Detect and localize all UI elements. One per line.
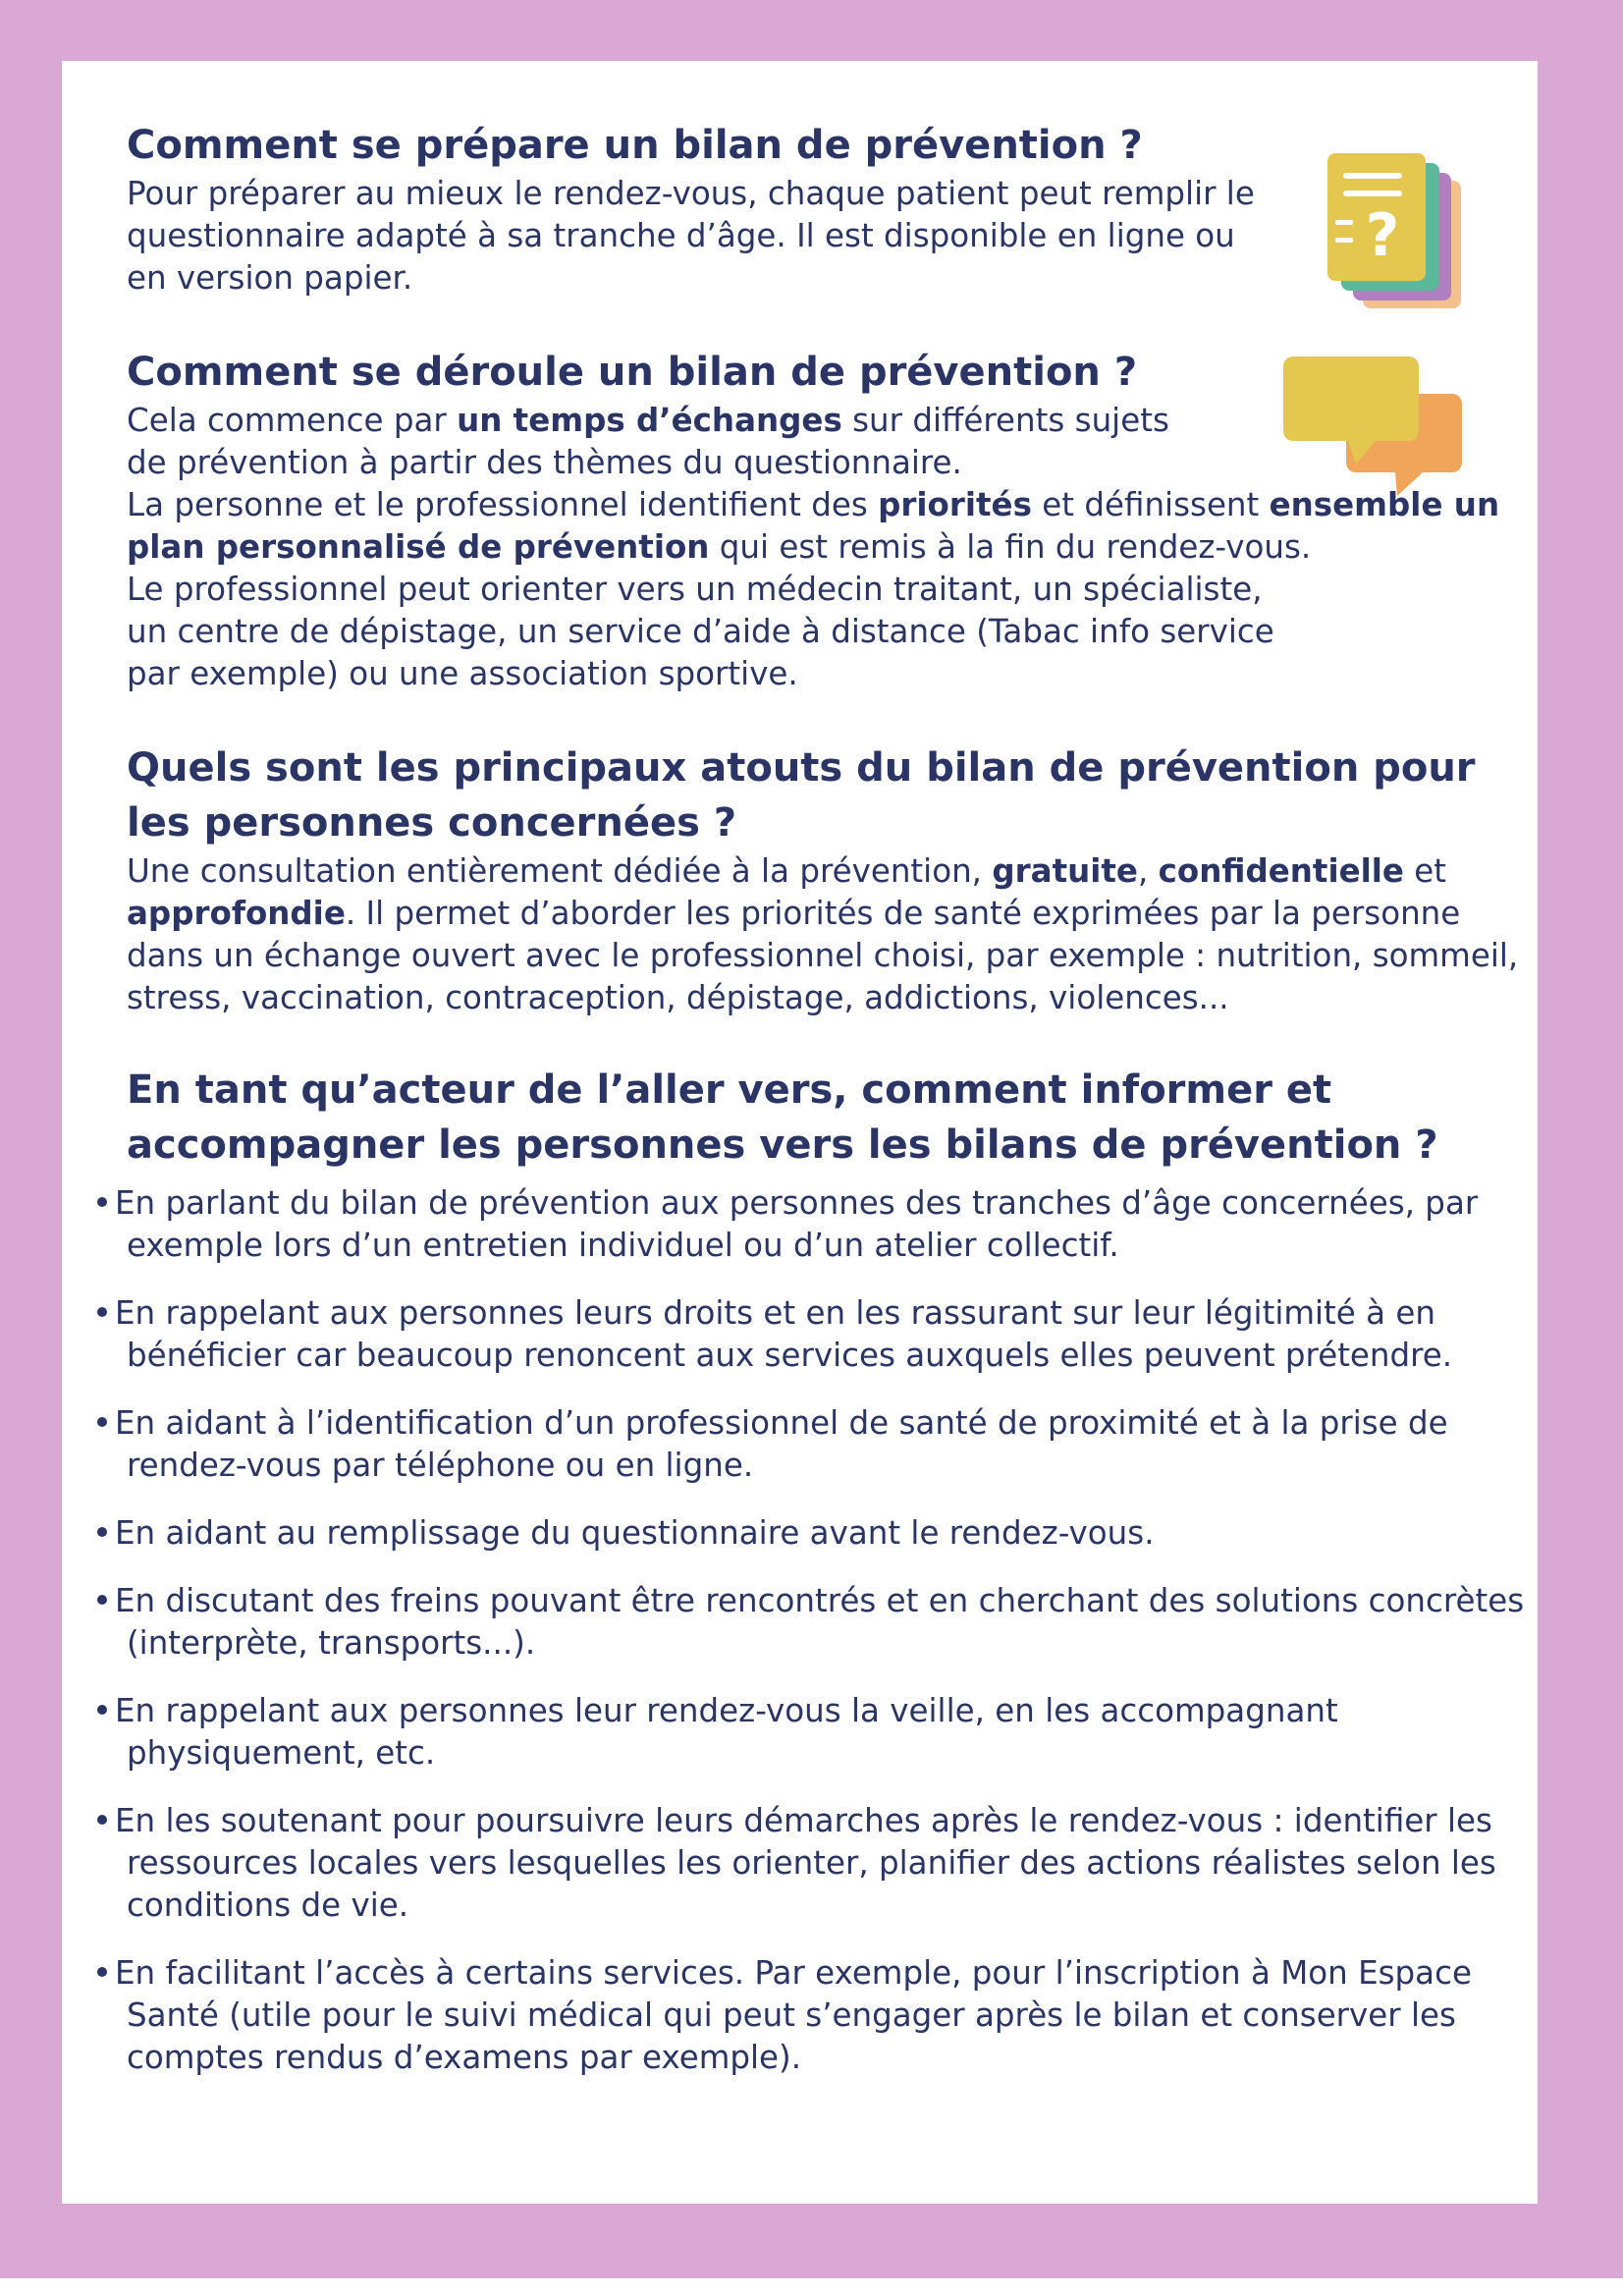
section-paragraph: Pour préparer au mieux le rendez-vous, chaque patient peut remplir le questionnaire adapté à sa tranche d’âge. Il est disponible en ligne ou en version papier. (127, 175, 1255, 297)
bullet-dot (97, 1967, 107, 1977)
section-title: Comment se prépare un bilan de prévention ? (127, 123, 1143, 168)
section-atouts (127, 740, 1541, 1019)
bullet-list (115, 1182, 1541, 2079)
section-paragraph: La personne et le professionnel identifient des priorités et définissent ensemble un plan personnalisé de prévention qui est remis à la fin du rendez-vous. (127, 486, 1500, 566)
list-item: En aidant à l’identification d’un professionnel de santé de proximité et à la prise de rendez-vous par téléphone ou en ligne. (127, 1402, 1541, 1487)
bullet-dot (97, 1705, 107, 1715)
section-paragraph: Cela commence par un temps d’échanges sur différents sujets de prévention à partir des thèmes du questionnaire. (127, 402, 1169, 481)
page-bottom-edge (0, 2278, 1623, 2296)
section-title: En tant qu’acteur de l’aller vers, comment informer et accompagner les personnes vers les bilans de prévention ? (127, 1067, 1438, 1168)
section-title: Quels sont les principaux atouts du bilan de prévention pour les personnes concernées ? (127, 745, 1476, 846)
list-item: En les soutenant pour poursuivre leurs démarches après le rendez-vous : identifier les ressources locales vers lesquelles les orienter, planifier des actions réalistes selon les conditions de vie. (127, 1800, 1541, 1927)
list-item: En parlant du bilan de prévention aux personnes des tranches d’âge concernées, par exemple lors d’un entretien individuel ou d’un atelier collectif. (127, 1182, 1541, 1267)
document-card (62, 61, 1538, 2204)
section-title: Comment se déroule un bilan de prévention ? (127, 350, 1138, 395)
bullet-dot (97, 1527, 107, 1537)
bullet-dot (97, 1815, 107, 1825)
section-paragraph: Une consultation entièrement dédiée à la prévention, gratuite, confidentielle et approfondie. Il permet d’aborder les priorités de santé exprimées par la personne dans un échange ouvert avec le professionnel choisi, par exemple : nutrition, sommeil, stress, vaccination, contraception, dépistage, addictions, violences... (127, 852, 1519, 1016)
svg-text:?: ? (1365, 201, 1400, 270)
bullet-dot (97, 1595, 107, 1605)
bullet-dot (97, 1307, 107, 1317)
bullet-dot (97, 1417, 107, 1427)
section-deroulement (127, 345, 1541, 695)
section-paragraph: Le professionnel peut orienter vers un médecin traitant, un spécialiste, un centre de dépistage, un service d’aide à distance (Tabac info service par exemple) ou une association sportive. (127, 571, 1274, 692)
bullet-dot (97, 1197, 107, 1207)
section-aller-vers (115, 1063, 1541, 2079)
list-item: En discutant des freins pouvant être rencontrés et en cherchant des solutions concrètes (interprète, transports...). (127, 1580, 1541, 1665)
list-item: En facilitant l’accès à certains services. Par exemple, pour l’inscription à Mon Espace Santé (utile pour le suivi médical qui peut s’engager après le bilan et conserver les comptes rendus d’examens par exemple). (127, 1952, 1541, 2079)
list-item: En rappelant aux personnes leur rendez-vous la veille, en les accompagnant physiquement, etc. (127, 1690, 1541, 1775)
section-preparation (127, 118, 1541, 300)
list-item: En rappelant aux personnes leurs droits et en les rassurant sur leur légitimité à en bénéficier car beaucoup renoncent aux services auxquels elles peuvent prétendre. (127, 1292, 1541, 1377)
list-item: En aidant au remplissage du questionnaire avant le rendez-vous. (127, 1512, 1541, 1555)
